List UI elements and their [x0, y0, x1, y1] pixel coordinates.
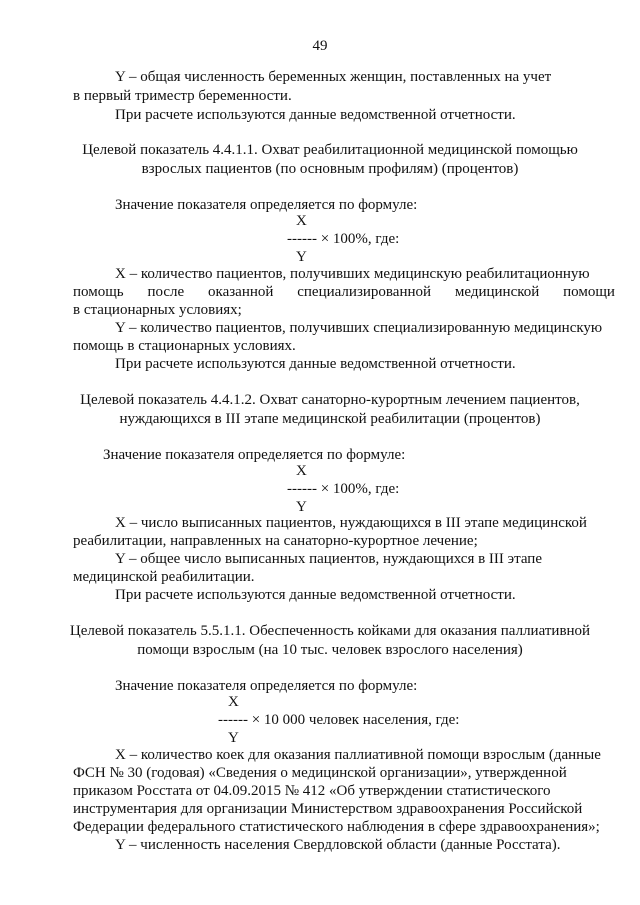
s3-x-line5: Федерации федерального статистического наблюдения в сфере здравоохранения»;: [73, 819, 600, 835]
s1-x-line1: X – количество пациентов, получивших медицинскую реабилитационную: [115, 266, 590, 282]
s2-source: При расчете используются данные ведомственной отчетности.: [115, 587, 516, 603]
intro-y-line2: в первый триместр беременности.: [73, 88, 292, 104]
s1-title-line2: взрослых пациентов (по основным профилям) (процентов): [141, 161, 519, 177]
s2-y-line2: медицинской реабилитации.: [73, 569, 255, 585]
s1-formula-fraction: ------ × 100%, где:: [287, 231, 400, 247]
s1-x-line2-word: медицинской: [454, 284, 540, 300]
s1-y-line2: помощь в стационарных условиях.: [73, 338, 296, 354]
s2-title-line1: Целевой показатель 4.4.1.2. Охват санаторно-курортным лечением пациентов,: [80, 392, 580, 408]
s3-title-line1: Целевой показатель 5.5.1.1. Обеспеченность койками для оказания паллиативной: [69, 623, 591, 639]
intro-y-line1: Y – общая численность беременных женщин, поставленных на учет: [115, 69, 552, 85]
s1-x-line2-word: помощь: [73, 284, 124, 300]
s1-x-line2-word: оказанной: [208, 284, 274, 300]
s2-x-line2: реабилитации, направленных на санаторно-курортное лечение;: [73, 533, 478, 549]
s3-title-line2: помощи взрослым (на 10 тыс. человек взрослого населения): [137, 642, 523, 658]
s2-formula-denominator: Y: [296, 499, 307, 515]
s1-formula-numerator: X: [296, 213, 307, 229]
s1-x-line2-word: помощи: [563, 284, 615, 300]
s1-x-line2-word: после: [147, 284, 185, 300]
s1-formula-denominator: Y: [296, 249, 307, 265]
s2-y-line1: Y – общее число выписанных пациентов, нуждающихся в III этапе: [115, 551, 542, 567]
s3-x-line3: приказом Росстата от 04.09.2015 № 412 «Об утверждении статистического: [73, 783, 551, 799]
s3-formula-denominator: Y: [228, 730, 239, 746]
s3-x-line4: инструментария для организации Министерством здравоохранения Российской: [73, 801, 583, 817]
s2-title-line2: нуждающихся в III этапе медицинской реабилитации (процентов): [119, 411, 541, 427]
s2-formula-numerator: X: [296, 463, 307, 479]
intro-source: При расчете используются данные ведомственной отчетности.: [115, 107, 516, 123]
s1-x-line3: в стационарных условиях;: [73, 302, 242, 318]
s3-x-line1: X – количество коек для оказания паллиативной помощи взрослым (данные: [115, 747, 601, 763]
s3-formula-numerator: X: [228, 694, 239, 710]
s2-formula-intro: Значение показателя определяется по формуле:: [103, 447, 406, 463]
s2-x-line1: X – число выписанных пациентов, нуждающихся в III этапе медицинской: [115, 515, 587, 531]
page-number: 49: [312, 38, 328, 54]
s2-formula-fraction: ------ × 100%, где:: [287, 481, 400, 497]
s3-y-line1: Y – численность населения Свердловской области (данные Росстата).: [115, 837, 561, 853]
s1-y-line1: Y – количество пациентов, получивших специализированную медицинскую: [115, 320, 603, 336]
s1-x-line2-word: специализированной: [297, 284, 432, 300]
s3-formula-fraction: ------ × 10 000 человек населения, где:: [218, 712, 460, 728]
s3-x-line2: ФСН № 30 (годовая) «Сведения о медицинской организации», утвержденной: [73, 765, 567, 781]
s3-formula-intro: Значение показателя определяется по формуле:: [115, 678, 418, 694]
s1-x-line2: [73, 283, 615, 301]
s1-title-line1: Целевой показатель 4.4.1.1. Охват реабилитационной медицинской помощью: [82, 142, 578, 158]
s1-formula-intro: Значение показателя определяется по формуле:: [115, 197, 418, 213]
s1-source: При расчете используются данные ведомственной отчетности.: [115, 356, 516, 372]
